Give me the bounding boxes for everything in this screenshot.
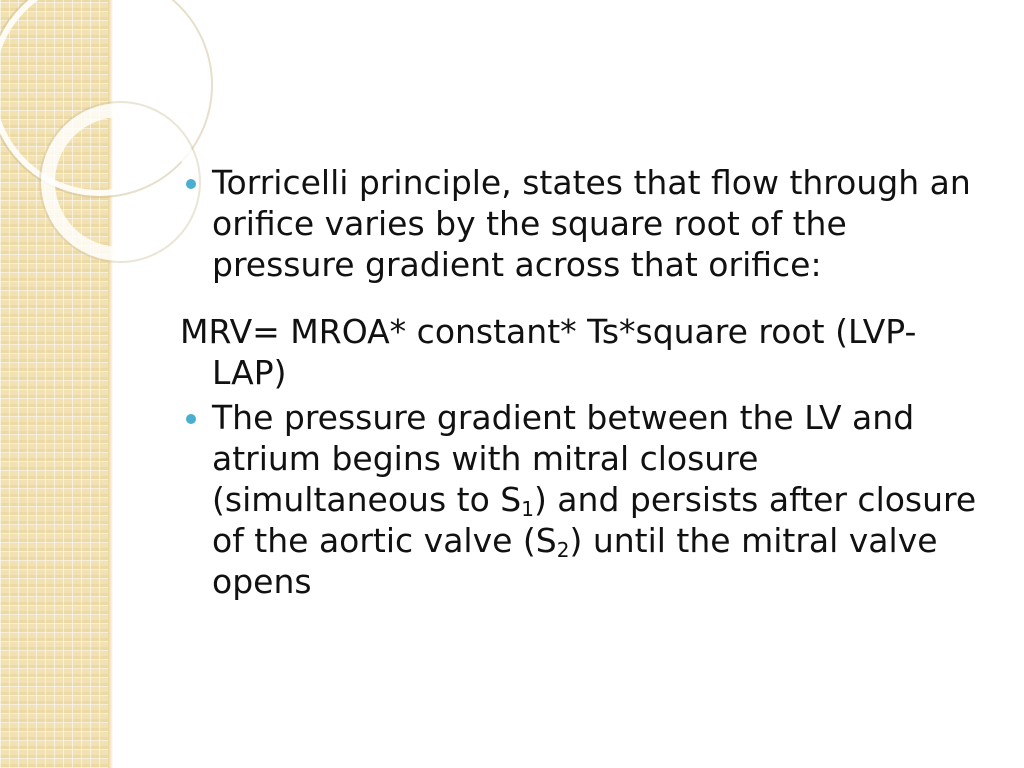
strip-edge-shadow	[108, 0, 113, 768]
bullet-item-pressure-gradient	[180, 397, 980, 602]
bullet-item-torricelli	[180, 162, 980, 285]
slide-body	[180, 162, 980, 602]
formula-line	[180, 311, 980, 393]
subscript-s1: 1	[521, 497, 534, 521]
bullet-text-part-2: ) and persists after closure of the aortic valve (S	[212, 480, 977, 560]
bullet-dot-icon	[186, 414, 196, 424]
bullet-dot-icon	[186, 179, 196, 189]
decorative-side-strip	[0, 0, 108, 768]
bullet-text-part-3: ) until the mitral valve opens	[212, 521, 938, 601]
subscript-s2: 2	[556, 538, 570, 562]
bullet-text: Torricelli principle, states that flow through an orifice varies by the square root of the pressure gradient across that orifice:	[212, 163, 971, 284]
formula-text: MRV= MROA* constant* Ts*square root (LVP-LAP)	[180, 312, 917, 392]
bullet-text-part-1: The pressure gradient between the LV and atrium begins with mitral closure (simultaneous to S	[212, 398, 915, 519]
